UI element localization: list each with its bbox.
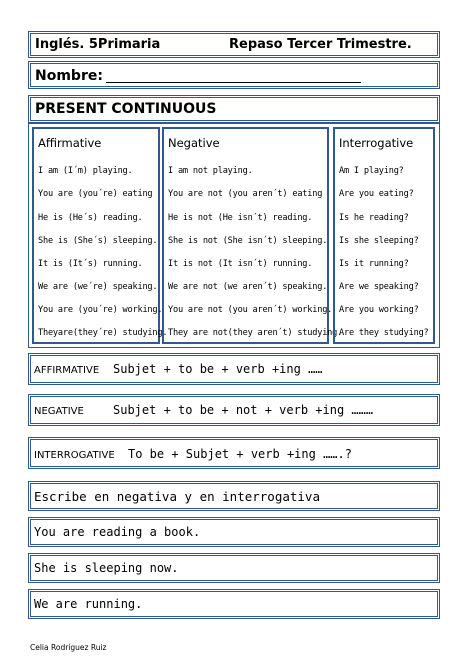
table-line: He is not (He isn´t) reading. xyxy=(168,213,313,223)
table-line: Are you eating? xyxy=(339,189,414,199)
header-bar xyxy=(28,31,440,58)
exercise-sentence: You are reading a book. xyxy=(34,525,201,539)
name-label: Nombre: xyxy=(35,68,103,84)
rule-label: INTERROGATIVE xyxy=(34,450,115,461)
rule-formula: To be + Subjet + verb +ing …….? xyxy=(128,447,352,461)
column-heading: Interrogative xyxy=(339,136,414,150)
worksheet-title: Repaso Tercer Trimestre. xyxy=(229,37,412,52)
affirmative-column xyxy=(32,127,168,344)
table-line: You are (you´re) working. xyxy=(38,305,163,315)
table-line: They are not(they aren´t) studying. xyxy=(168,328,343,338)
exercise-instruction-box xyxy=(28,481,440,511)
table-line: Are we speaking? xyxy=(339,282,419,292)
interrogative-rule xyxy=(28,437,440,469)
table-line: Are you working? xyxy=(339,305,419,315)
author-credit: Celia Rodríguez Ruiz xyxy=(30,643,107,652)
negative-rule xyxy=(28,394,440,426)
table-line: Is she sleeping? xyxy=(339,236,419,246)
exercise-sentence-box[interactable] xyxy=(28,517,440,547)
table-line: We are not (we aren´t) speaking. xyxy=(168,282,328,292)
section-title-bar xyxy=(28,95,440,123)
table-line: I am (I´m) playing. xyxy=(38,166,133,176)
table-line: She is not (She isn´t) sleeping. xyxy=(168,236,328,246)
affirmative-rule xyxy=(28,353,440,385)
exercise-sentence: She is sleeping now. xyxy=(34,561,179,575)
rule-label: AFFIRMATIVE xyxy=(34,365,100,376)
exercise-sentence-box[interactable] xyxy=(28,589,440,619)
table-line: Theyare(they´re) studying. xyxy=(38,328,168,338)
table-line: He is (He´s) reading. xyxy=(38,213,143,223)
negative-column xyxy=(162,127,343,344)
name-blank-line[interactable] xyxy=(106,82,361,83)
conjugation-table xyxy=(28,123,440,348)
subject-label: Inglés. 5Primaria xyxy=(35,37,161,52)
table-line: You are (you´re) eating xyxy=(38,189,153,199)
exercise-sentence: We are running. xyxy=(34,597,143,611)
table-line: I am not playing. xyxy=(168,166,253,176)
rule-formula: Subjet + to be + not + verb +ing ……… xyxy=(113,403,374,417)
table-line: It is not (It isn´t) running. xyxy=(168,259,313,269)
rule-formula: Subjet + to be + verb +ing …… xyxy=(113,362,323,376)
table-line: Is he reading? xyxy=(339,213,409,223)
column-heading: Affirmative xyxy=(38,136,102,150)
table-line: You are not (you aren´t) eating xyxy=(168,189,323,199)
table-line: Is it running? xyxy=(339,259,409,269)
table-line: Are they studying? xyxy=(339,328,429,338)
column-heading: Negative xyxy=(168,136,220,150)
rule-label: NEGATIVE xyxy=(34,406,84,417)
table-line: We are (we´re) speaking. xyxy=(38,282,158,292)
table-line: She is (She´s) sleeping. xyxy=(38,236,158,246)
exercise-instruction: Escribe en negativa y en interrogativa xyxy=(34,489,320,504)
table-line: Am I playing? xyxy=(339,166,404,176)
name-field-row xyxy=(28,61,440,89)
section-title: PRESENT CONTINUOUS xyxy=(35,101,217,117)
table-line: It is (It´s) running. xyxy=(38,259,143,269)
exercise-sentence-box[interactable] xyxy=(28,553,440,583)
interrogative-column xyxy=(333,127,435,344)
table-line: You are not (you aren´t) working. xyxy=(168,305,333,315)
